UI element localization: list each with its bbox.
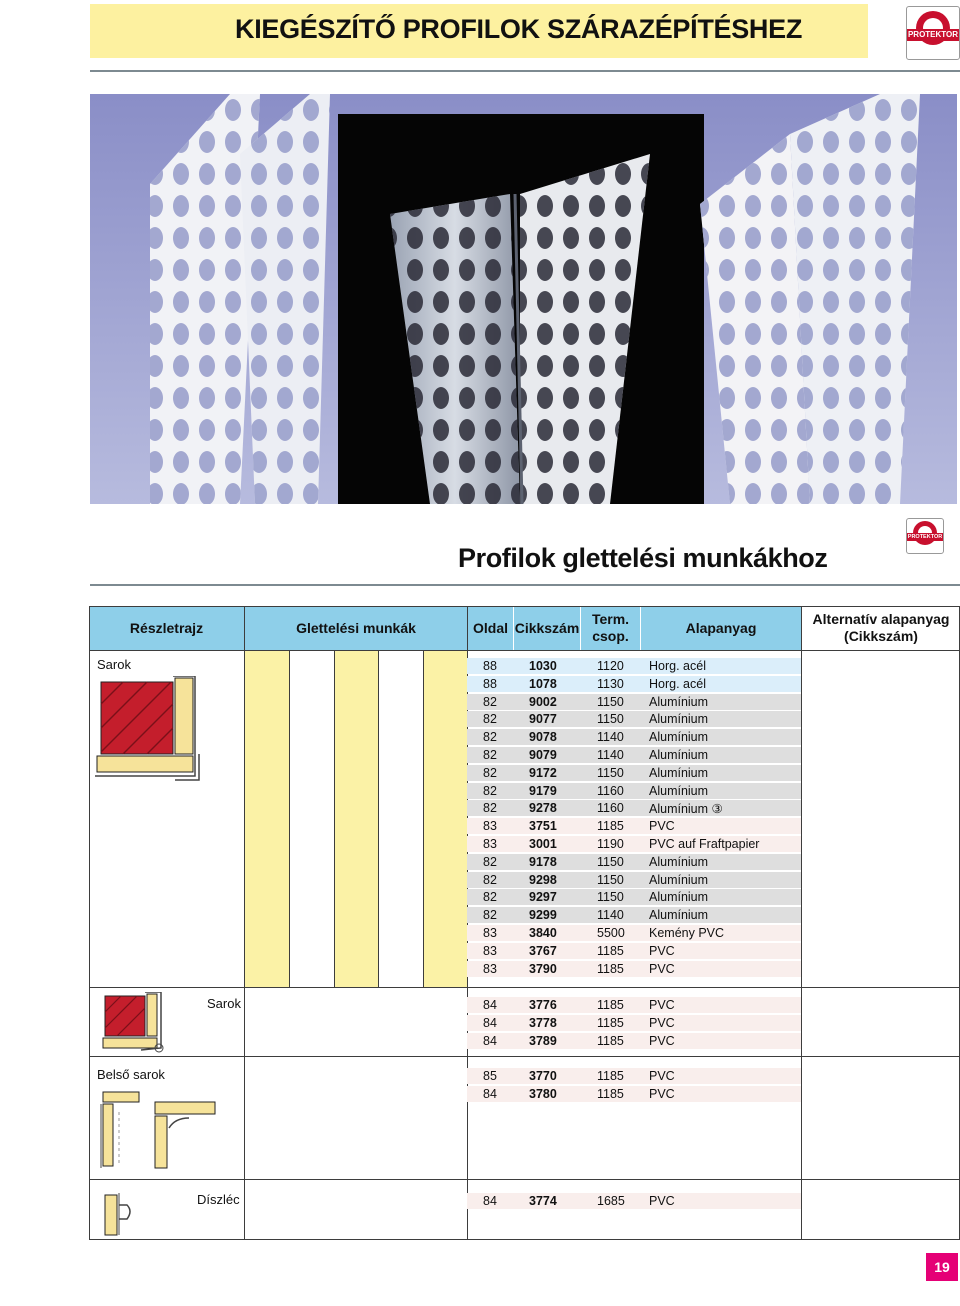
table-row [467,729,801,745]
header-cikkszam: Cikkszám [514,606,580,650]
cell-alapanyag: PVC [649,1015,675,1030]
cell-term-csop: 1185 [597,1069,624,1083]
cell-term-csop: 1150 [597,712,624,727]
cell-alapanyag: PVC [649,1069,675,1083]
cell-alapanyag: PVC [649,1033,675,1048]
table-row [467,889,801,905]
cell-oldal: 82 [483,730,497,745]
cell-cikkszam: 9077 [529,712,557,727]
cell-term-csop: 1160 [597,783,624,798]
glettelesi-col-1 [245,651,290,987]
cell-oldal: 82 [483,890,497,905]
glettelesi-col-3 [334,651,379,987]
cell-alapanyag: Alumínium [649,854,709,869]
table-row [467,800,801,816]
cell-cikkszam: 3774 [529,1194,557,1208]
table-row [467,711,801,727]
cell-oldal: 84 [483,1033,497,1048]
cell-term-csop: 1185 [597,998,624,1012]
cell-oldal: 82 [483,748,497,762]
cell-cikkszam: 3789 [529,1033,557,1048]
cell-cikkszam: 9179 [529,783,557,798]
pvc-profile-left [150,94,330,504]
cell-cikkszam: 9172 [529,765,557,780]
table-row [467,1193,801,1209]
cell-cikkszam: 3751 [529,819,557,834]
sub-col-divider [423,650,424,987]
sub-col-divider [378,650,379,987]
cell-oldal: 85 [483,1069,497,1083]
cell-term-csop: 1185 [597,1086,624,1101]
sub-col-divider [334,650,335,987]
cell-term-csop: 1140 [597,730,624,745]
cell-cikkszam: 3001 [529,837,557,851]
cell-term-csop: 1140 [597,908,624,923]
cell-term-csop: 1150 [597,890,624,905]
cell-term-csop: 1160 [597,801,624,816]
table-row [467,765,801,781]
cell-alapanyag: Alumínium [649,890,709,905]
table-row [467,925,801,941]
cell-oldal: 82 [483,783,497,798]
cell-oldal: 84 [483,1194,497,1208]
cell-cikkszam: 9298 [529,872,557,887]
cell-alapanyag: Alumínium ③ [649,802,723,817]
cell-alapanyag: Alumínium [649,730,709,745]
table-row [467,658,801,674]
cell-cikkszam: 9079 [529,748,557,762]
cell-alapanyag: Alumínium [649,783,709,798]
page-title: KIEGÉSZÍTŐ PROFILOK SZÁRAZÉPÍTÉSHEZ [235,14,803,44]
table-row [467,854,801,870]
cell-alapanyag: Alumínium [649,872,709,887]
cell-term-csop: 5500 [597,926,625,940]
table-row [467,1068,801,1084]
header-rule-line [89,650,960,651]
cell-alapanyag: PVC [649,943,675,958]
glettelesi-col-5 [423,651,467,987]
detail-drawing-diszlec [101,1191,161,1237]
cell-alapanyag: Kemény PVC [649,926,725,940]
cell-oldal: 82 [483,765,497,780]
cell-term-csop: 1185 [597,819,624,834]
col-divider [244,606,245,1240]
header-glettelesi: Glettelési munkák [245,606,467,650]
table-row [467,961,801,977]
table-row [467,676,801,692]
group-divider [89,1179,960,1180]
cell-cikkszam: 3770 [529,1069,557,1083]
cell-oldal: 84 [483,1015,497,1030]
product-table [89,606,960,1240]
table-row [467,747,801,763]
table-row [467,783,801,799]
cell-alapanyag: Alumínium [649,765,709,780]
group-label-sarok-2: Sarok [207,996,241,1011]
cell-alapanyag: PVC auf Fraftpapier [649,837,760,851]
cell-term-csop: 1185 [597,961,624,976]
cell-cikkszam: 9278 [529,801,557,816]
cell-term-csop: 1150 [597,854,624,869]
cell-cikkszam: 3790 [529,961,557,976]
cell-oldal: 88 [483,676,497,691]
detail-drawing-belso-sarok [99,1088,219,1170]
cell-term-csop: 1685 [597,1194,625,1208]
cell-oldal: 83 [483,837,497,851]
cell-alapanyag: PVC [649,1086,675,1101]
cell-oldal: 88 [483,659,497,673]
cell-term-csop: 1120 [597,659,624,673]
header-rule [90,70,960,72]
cell-term-csop: 1130 [597,676,624,691]
table-row [467,1033,801,1049]
cell-cikkszam: 9297 [529,890,557,905]
detail-drawing-sarok-2 [101,992,167,1054]
cell-oldal: 82 [483,854,497,869]
header-term: Term. csop. [581,606,640,650]
cell-cikkszam: 3776 [529,998,557,1012]
logo-text: PROTEKTOR [907,534,943,540]
group-divider [89,987,960,988]
cell-alapanyag: PVC [649,819,675,834]
page-number-badge: 19 [926,1253,958,1281]
cell-alapanyag: Alumínium [649,748,709,762]
table-row [467,694,801,710]
table-row [467,907,801,923]
table-row [467,943,801,959]
cell-oldal: 83 [483,926,497,940]
cell-cikkszam: 3780 [529,1086,557,1101]
cell-cikkszam: 9002 [529,694,557,709]
cell-term-csop: 1185 [597,943,624,958]
cell-cikkszam: 3767 [529,943,557,958]
cell-alapanyag: Alumínium [649,908,709,923]
cell-term-csop: 1185 [597,1015,624,1030]
cell-alapanyag: PVC [649,998,675,1012]
cell-term-csop: 1150 [597,694,624,709]
cell-oldal: 82 [483,801,497,816]
cell-oldal: 83 [483,961,497,976]
table-border-bottom [89,1239,960,1240]
header-alapanyag: Alapanyag [641,606,801,650]
sub-col-divider [289,650,290,987]
cell-oldal: 82 [483,872,497,887]
cell-oldal: 83 [483,943,497,958]
cell-alapanyag: PVC [649,1194,675,1208]
header-reszletrajz: Részletrajz [89,606,244,650]
cell-alapanyag: Alumínium [649,694,709,709]
cell-term-csop: 1185 [597,1033,624,1048]
cell-alapanyag: Alumínium [649,712,709,727]
cell-oldal: 83 [483,819,497,834]
table-border-left [89,606,90,1240]
section-rule [90,584,960,586]
cell-cikkszam: 9078 [529,730,557,745]
logo-text: PROTEKTOR [907,30,959,39]
group-divider [89,1056,960,1057]
table-row [467,1086,801,1102]
cell-cikkszam: 1030 [529,659,557,673]
cell-term-csop: 1190 [597,837,624,851]
table-border-top [89,606,960,607]
cell-cikkszam: 3840 [529,926,557,940]
group-label-belso-sarok: Belső sarok [97,1067,165,1082]
detail-drawing-sarok [95,676,207,788]
table-row [467,836,801,852]
cell-oldal: 82 [483,712,497,727]
cell-term-csop: 1150 [597,765,624,780]
table-row [467,872,801,888]
col-divider [801,606,802,1240]
section-subtitle: Profilok glettelési munkákhoz [458,543,828,573]
cell-term-csop: 1140 [597,748,624,762]
cell-oldal: 84 [483,998,497,1012]
cell-alapanyag: Horg. acél [649,676,706,691]
protektor-logo-section [906,518,944,554]
cell-cikkszam: 9299 [529,908,557,923]
cell-cikkszam: 9178 [529,854,557,869]
table-row [467,997,801,1013]
cell-oldal: 82 [483,908,497,923]
protektor-logo-top [906,6,960,60]
header-oldal: Oldal [468,606,513,650]
cell-oldal: 84 [483,1086,497,1101]
product-photo [90,94,957,504]
cell-cikkszam: 3778 [529,1015,557,1030]
cell-term-csop: 1150 [597,872,624,887]
cell-oldal: 82 [483,694,497,709]
header-alternativ: Alternatív alapanyag (Cikkszám) [802,606,960,650]
table-row [467,818,801,834]
group-label-diszlec: Díszléc [197,1192,240,1207]
table-row [467,1015,801,1031]
cell-alapanyag: Horg. acél [649,659,706,673]
group-label-sarok: Sarok [97,657,131,672]
cell-alapanyag: PVC [649,961,675,976]
cell-cikkszam: 1078 [529,676,557,691]
